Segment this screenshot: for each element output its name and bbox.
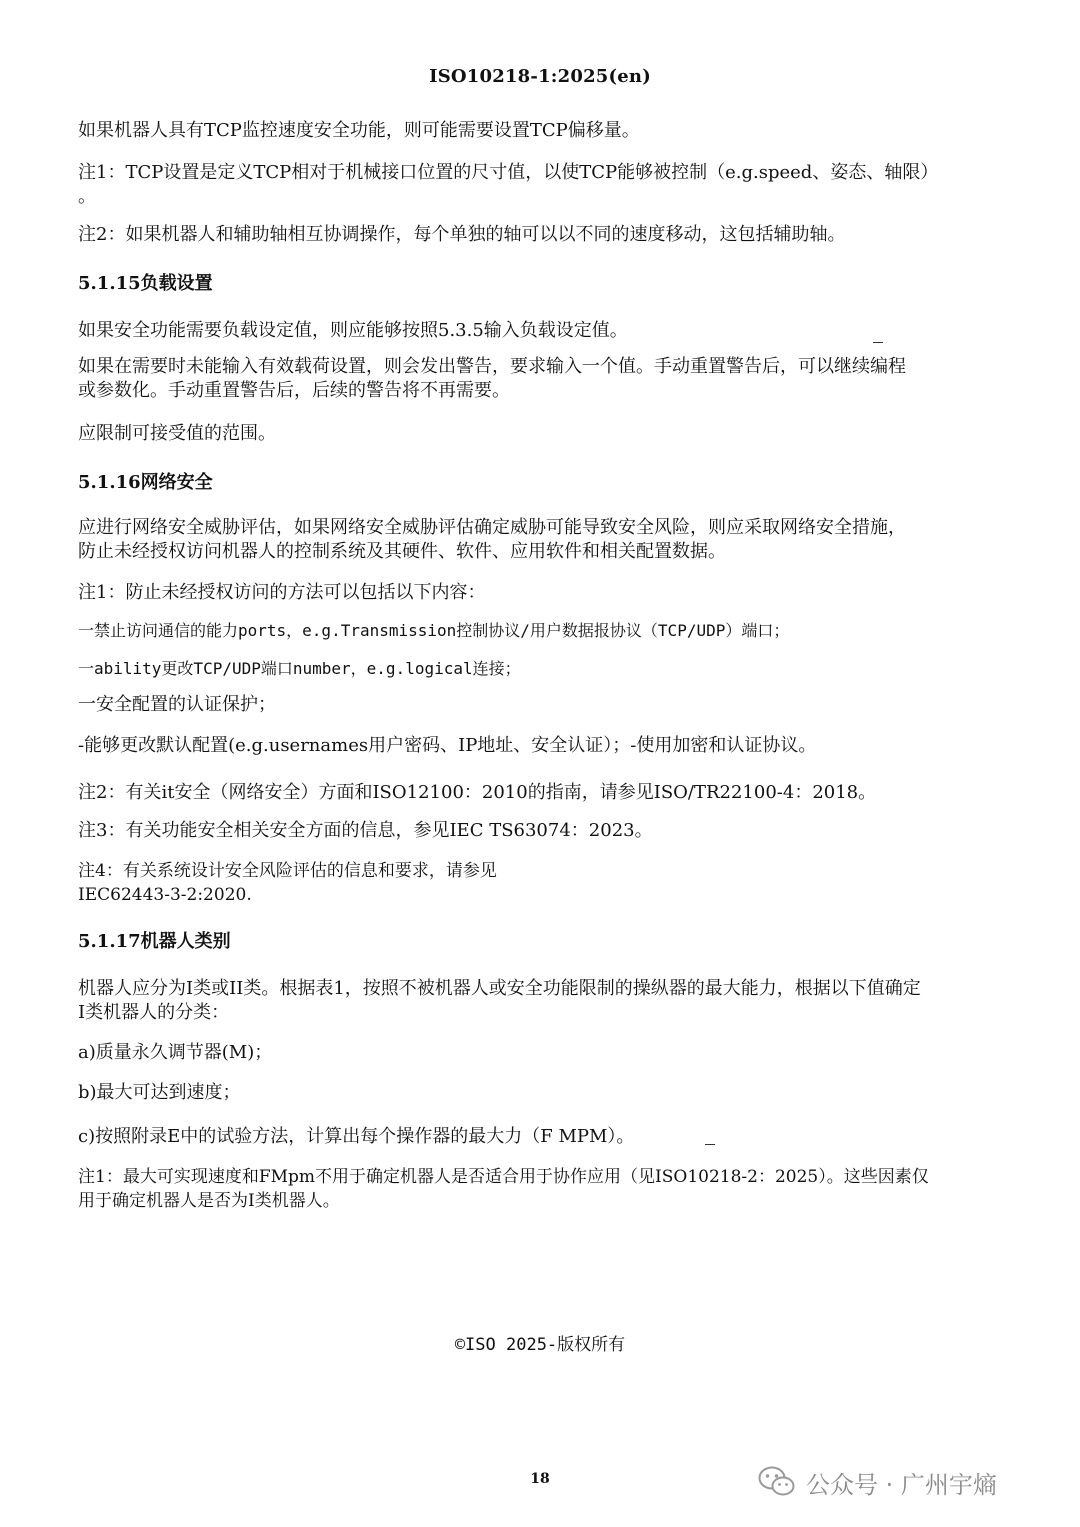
watermark-text: 公众号 · 广州宇熵: [806, 1470, 997, 1499]
s16-list-item4: -能够更改默认配置(e.g.usernames用户密码、IP地址、安全认证）；-使用加密和认证协议。: [78, 735, 817, 756]
s15-paragraph2-line1: 如果在需要时未能输入有效载荷设置，则会发出警告，要求输入一个值。手动重置警告后，可以继续编程: [78, 356, 906, 377]
s16-list-item1: 一禁止访问通信的能力ports，e.g.Transmission控制协议/用户数据报协议（TCP/UDP）端口；: [78, 621, 790, 640]
s15-paragraph3: 应限制可接受值的范围。: [78, 423, 276, 444]
s17-note1-line1: 注1：最大可实现速度和FMpm不用于确定机器人是否适合用于协作应用（见ISO10218-2：2025）。这些因素仅: [78, 1167, 929, 1187]
document-header-title: ISO10218-1:2025(en): [429, 66, 651, 87]
s16-note4-line2: IEC62443-3-2:2020.: [78, 885, 252, 905]
watermark: [758, 1462, 997, 1502]
page-number: 18: [530, 1471, 550, 1487]
section-5-1-17-heading: 5.1.17机器人类别: [78, 931, 231, 952]
s17-note1-line2: 用于确定机器人是否为I类机器人。: [78, 1191, 340, 1211]
s17-paragraph1-line2: I类机器人的分类：: [78, 1002, 230, 1023]
s16-list-item2: 一ability更改TCP/UDP端口number，e.g.logical连接；: [78, 659, 521, 678]
stray-dash-mark: [705, 1144, 715, 1145]
note2: 注2：如果机器人和辅助轴相互协调操作，每个单独的轴可以以不同的速度移动，这包括辅助轴。: [78, 224, 846, 245]
stray-dash-mark: [873, 342, 883, 343]
note1-line2: 。: [78, 186, 96, 207]
s16-note2: 注2：有关it安全（网络安全）方面和ISO12100：2010的指南，请参见ISO/TR22100-4：2018。: [78, 782, 877, 803]
section-5-1-16-heading: 5.1.16网络安全: [78, 472, 213, 493]
wechat-icon: [758, 1465, 796, 1499]
s17-item-a: a)质量永久调节器(M)；: [78, 1042, 273, 1063]
s17-item-b: b)最大可达到速度；: [78, 1082, 241, 1103]
s15-paragraph1: 如果安全功能需要负载设定值，则应能够按照5.3.5输入负载设定值。: [78, 320, 628, 341]
note1-line1: 注1：TCP设置是定义TCP相对于机械接口位置的尺寸值，以使TCP能够被控制（e.g.speed、姿态、轴限）: [78, 162, 939, 183]
s17-paragraph1-line1: 机器人应分为I类或II类。根据表1，按照不被机器人或安全功能限制的操纵器的最大能力，根据以下值确定: [78, 978, 921, 999]
footer-copyright: ©ISO 2025-版权所有: [454, 1335, 626, 1355]
s16-list-item3: 一安全配置的认证保护；: [78, 694, 276, 715]
s17-item-c: c)按照附录E中的试验方法，计算出每个操作器的最大力（F MPM）。: [78, 1126, 635, 1147]
s16-note4-line1: 注4：有关系统设计安全风险评估的信息和要求，请参见: [78, 861, 497, 881]
s16-paragraph1-line1: 应进行网络安全威胁评估，如果网络安全威胁评估确定威胁可能导致安全风险，则应采取网络安全措施，: [78, 517, 906, 538]
s16-paragraph1-line2: 防止未经授权访问机器人的控制系统及其硬件、软件、应用软件和相关配置数据。: [78, 541, 726, 562]
s15-paragraph2-line2: 或参数化。手动重置警告后，后续的警告将不再需要。: [78, 380, 510, 401]
section-5-1-15-heading: 5.1.15负载设置: [78, 273, 213, 294]
s16-note3: 注3：有关功能安全相关安全方面的信息，参见IEC TS63074：2023。: [78, 820, 653, 841]
s16-note1: 注1：防止未经授权访问的方法可以包括以下内容：: [78, 582, 486, 603]
paragraph-intro: 如果机器人具有TCP监控速度安全功能，则可能需要设置TCP偏移量。: [78, 120, 640, 141]
